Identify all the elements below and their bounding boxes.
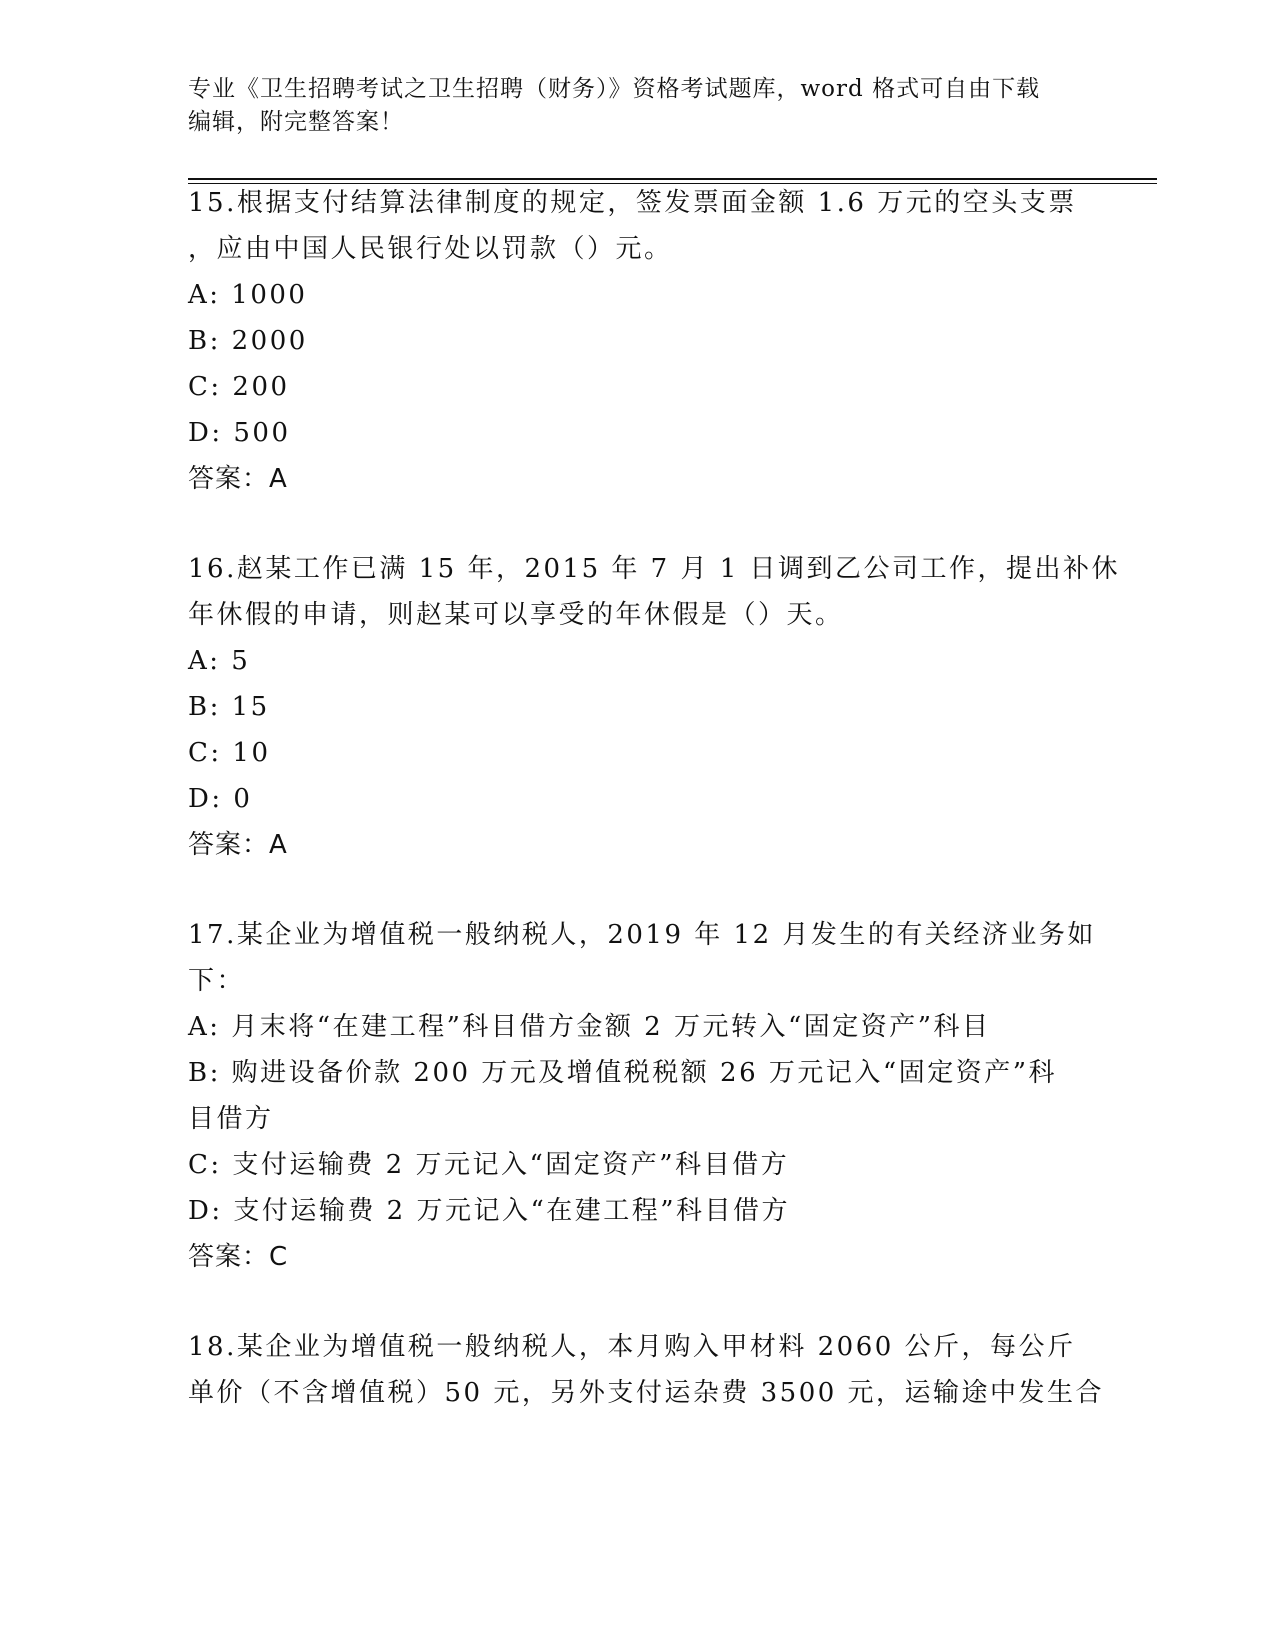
question-17-answer: 答案：C — [188, 1242, 289, 1272]
question-16-option-a: A: 5 — [188, 646, 251, 676]
question-16-option-b: B: 15 — [188, 692, 270, 722]
document-header — [188, 73, 1088, 139]
question-16-option-d: D: 0 — [188, 784, 253, 814]
question-16-stem-line-2: 年休假的申请，则赵某可以享受的年休假是（）天。 — [188, 600, 844, 630]
question-15-option-d: D: 500 — [188, 418, 291, 448]
question-17 — [188, 912, 1096, 1280]
question-15-option-c: C: 200 — [188, 372, 290, 402]
question-17-stem-line-2: 下： — [188, 966, 246, 996]
header-line-1: 专业《卫生招聘考试之卫生招聘（财务）》资格考试题库，word 格式可自由下载 — [188, 76, 1041, 102]
question-18-stem-line-1: 18.某企业为增值税一般纳税人，本月购入甲材料 2060 公斤，每公斤 — [188, 1332, 1076, 1362]
question-16-answer: 答案：A — [188, 830, 288, 860]
question-18-stem-line-2: 单价（不含增值税）50 元，另外支付运杂费 3500 元，运输途中发生合 — [188, 1378, 1105, 1408]
question-15-stem-line-1: 15.根据支付结算法律制度的规定，签发票面金额 1.6 万元的空头支票 — [188, 188, 1077, 218]
question-15-option-a: A: 1000 — [188, 280, 308, 310]
question-17-option-a: A: 月末将“在建工程”科目借方金额 2 万元转入“固定资产”科目 — [188, 1012, 991, 1042]
question-17-option-b-continued: 目借方 — [188, 1104, 274, 1134]
header-line-2: 编辑，附完整答案！ — [188, 109, 404, 135]
question-16-option-c: C: 10 — [188, 738, 271, 768]
question-17-option-b: B: 购进设备价款 200 万元及增值税税额 26 万元记入“固定资产”科 — [188, 1058, 1057, 1088]
question-15-answer: 答案：A — [188, 464, 288, 494]
question-17-option-d: D: 支付运输费 2 万元记入“在建工程”科目借方 — [188, 1196, 791, 1226]
question-17-stem-line-1: 17.某企业为增值税一般纳税人，2019 年 12 月发生的有关经济业务如 — [188, 920, 1096, 950]
question-17-option-c: C: 支付运输费 2 万元记入“固定资产”科目借方 — [188, 1150, 790, 1180]
question-15-stem-line-2: ，应由中国人民银行处以罚款（）元。 — [188, 234, 673, 264]
question-15-option-b: B: 2000 — [188, 326, 308, 356]
question-16 — [188, 546, 1121, 868]
question-16-stem-line-1: 16.赵某工作已满 15 年，2015 年 7 月 1 日调到乙公司工作，提出补休 — [188, 554, 1121, 584]
question-15 — [188, 180, 1088, 502]
question-18 — [188, 1324, 1105, 1416]
